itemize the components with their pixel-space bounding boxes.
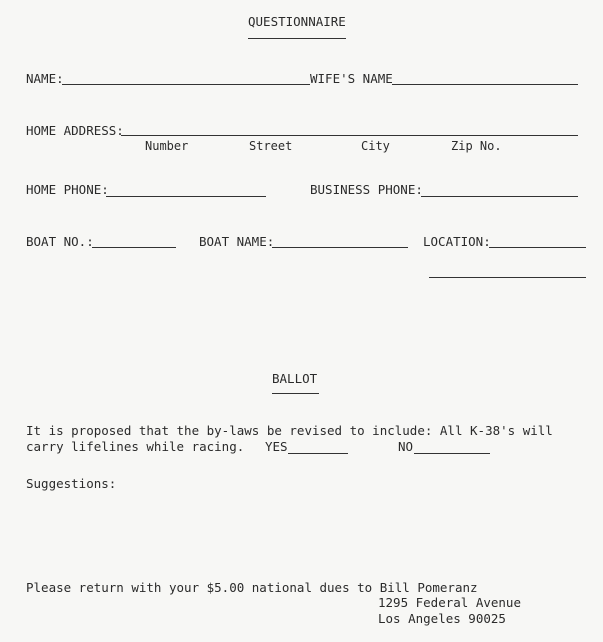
ballot-proposal-line1: It is proposed that the by-laws be revised to include: All K-38's will xyxy=(26,423,553,438)
no-label: NO xyxy=(398,439,414,454)
address-part-zip: Zip No. xyxy=(451,139,502,153)
home-address-label: HOME ADDRESS: xyxy=(26,123,124,138)
address-part-city: City xyxy=(361,139,390,153)
yes-field[interactable] xyxy=(288,453,348,454)
boat-name-field[interactable] xyxy=(272,247,408,248)
home-phone-field[interactable] xyxy=(106,196,266,197)
business-phone-field[interactable] xyxy=(421,196,578,197)
address-part-number: Number xyxy=(145,139,189,153)
suggestions-label: Suggestions: xyxy=(26,476,117,491)
wifes-name-label: WIFE'S NAME xyxy=(310,71,393,86)
home-address-field[interactable] xyxy=(121,135,578,136)
return-address-line2: Los Angeles 90025 xyxy=(378,611,506,626)
yes-label: YES xyxy=(265,439,288,454)
ballot-underline xyxy=(272,393,319,394)
location-field[interactable] xyxy=(489,247,586,248)
boat-no-label: BOAT NO.: xyxy=(26,234,94,249)
no-field[interactable] xyxy=(414,453,490,454)
return-address-line1: 1295 Federal Avenue xyxy=(378,595,521,610)
ballot-proposal-line2: carry lifelines while racing. xyxy=(26,439,245,454)
wifes-name-field[interactable] xyxy=(392,84,578,85)
business-phone-label: BUSINESS PHONE: xyxy=(310,182,423,197)
boat-no-field[interactable] xyxy=(92,247,176,248)
name-field[interactable] xyxy=(62,84,310,85)
home-phone-label: HOME PHONE: xyxy=(26,182,109,197)
title-underline xyxy=(248,38,346,39)
boat-name-label: BOAT NAME: xyxy=(199,234,275,249)
ballot-title: BALLOT xyxy=(272,371,318,386)
return-instructions: Please return with your $5.00 national dues to Bill Pomeranz xyxy=(26,580,478,595)
address-part-street: Street xyxy=(249,139,293,153)
name-label: NAME: xyxy=(26,71,64,86)
location-label: LOCATION: xyxy=(423,234,491,249)
location-field-line2[interactable] xyxy=(429,277,586,278)
questionnaire-title: QUESTIONNAIRE xyxy=(248,14,346,29)
